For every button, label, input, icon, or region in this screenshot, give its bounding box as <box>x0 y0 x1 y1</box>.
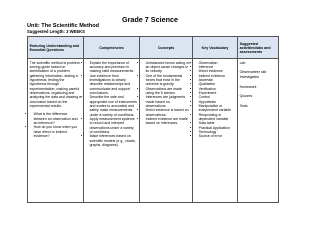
list-item: • Apply measurement systems to record and interpret observations under a variety of conditions. <box>90 117 138 134</box>
list-item: • Hypothesis <box>199 100 236 104</box>
list-item: • Inferences are judgments made based on observations. <box>146 95 191 108</box>
list-item: Tests <box>239 104 248 109</box>
list-item: • Manipulative or independent variable <box>199 104 236 113</box>
list-item: • Responding or dependent variable <box>199 113 236 122</box>
list-item: • What is the difference between an observation and an inference? <box>34 112 82 125</box>
concepts-list <box>142 61 191 126</box>
header-vocabulary: Key Vocabulary <box>193 37 238 59</box>
list-item: • How do you know when you have direct or indirect evidence? <box>34 125 82 138</box>
understanding-cell <box>28 59 84 203</box>
list-item: Quizzes <box>239 94 253 99</box>
list-item: Observarteer skit Investigation <box>239 70 267 79</box>
list-item: • Technology <box>199 130 236 134</box>
table-header-row <box>28 37 279 59</box>
suggested-length: Suggested Length: 3 WEEKS <box>27 29 85 34</box>
vocabulary-list <box>195 61 236 139</box>
list-item: • Make inferences based on scientific models (e.g., charts, graphs, diagrams). <box>90 134 138 147</box>
table-row <box>28 59 279 203</box>
list-item: • Data table <box>199 121 236 125</box>
list-item: • Source of error <box>199 134 236 138</box>
list-item: • Inference <box>199 65 236 69</box>
header-activities: Suggested activities/labs and assessments <box>238 37 279 59</box>
list-item: • Qualitative <box>199 82 236 86</box>
curriculum-table <box>27 36 279 203</box>
header-concepts: Concepts <box>140 37 193 59</box>
list-item: • Observation <box>199 61 236 65</box>
list-item: • Direct evidence <box>199 69 236 73</box>
list-item: • One of the fundamental forces that exist in the universe is gravity. <box>146 74 191 87</box>
list-item: • Direct evidence is based on observations. <box>146 108 191 117</box>
page-title: Grade 7 Science <box>122 15 178 24</box>
list-item: • Indirect evidence <box>199 74 236 78</box>
competencies-list <box>86 61 138 148</box>
list-item: • Control <box>199 95 236 99</box>
list-item: • Describe the safe and appropriate use of instruments and scales to accurately and safely make measurements under a variety of conditions. <box>90 95 138 117</box>
unit-title: Unit: The Scientific Method <box>27 22 100 29</box>
concepts-cell <box>140 59 193 203</box>
understanding-text: The scientific method is problem solving guide based on identification of a problem, gathering information, stating a hypothesis, testing the hypothesis through experimentation, making careful observations, organizing and analyzing the data and drawing a conclusion based on the experimental results. <box>29 60 81 108</box>
header-competencies: Competencies <box>84 37 140 59</box>
list-item: • Practical Application <box>199 126 236 130</box>
list-item: • Indirect evidence are made based on inferences. <box>146 117 191 126</box>
list-item: • Use evidence from investigations to clearly describe relationships and communicate and support conclusions. <box>90 74 138 96</box>
list-item: Lab <box>239 60 246 65</box>
list-item: • Experiment <box>199 91 236 95</box>
list-item: • Unbalanced forces acting on an object cause changes in its velocity. <box>146 61 191 74</box>
competencies-cell <box>84 59 140 203</box>
header-understanding: Enduring Understanding and Essential Questions <box>28 37 84 59</box>
list-item: • Explain the importance of accuracy and precision in making valid measurements. <box>90 61 138 74</box>
list-item: • Verification <box>199 87 236 91</box>
list-item: • Observations are made using the 5 senses. <box>146 87 191 96</box>
essential-questions-list <box>30 112 82 138</box>
activities-cell <box>238 59 279 203</box>
list-item: Homework <box>239 84 257 89</box>
list-item: • Ascertain <box>199 78 236 82</box>
vocabulary-cell <box>193 59 238 203</box>
